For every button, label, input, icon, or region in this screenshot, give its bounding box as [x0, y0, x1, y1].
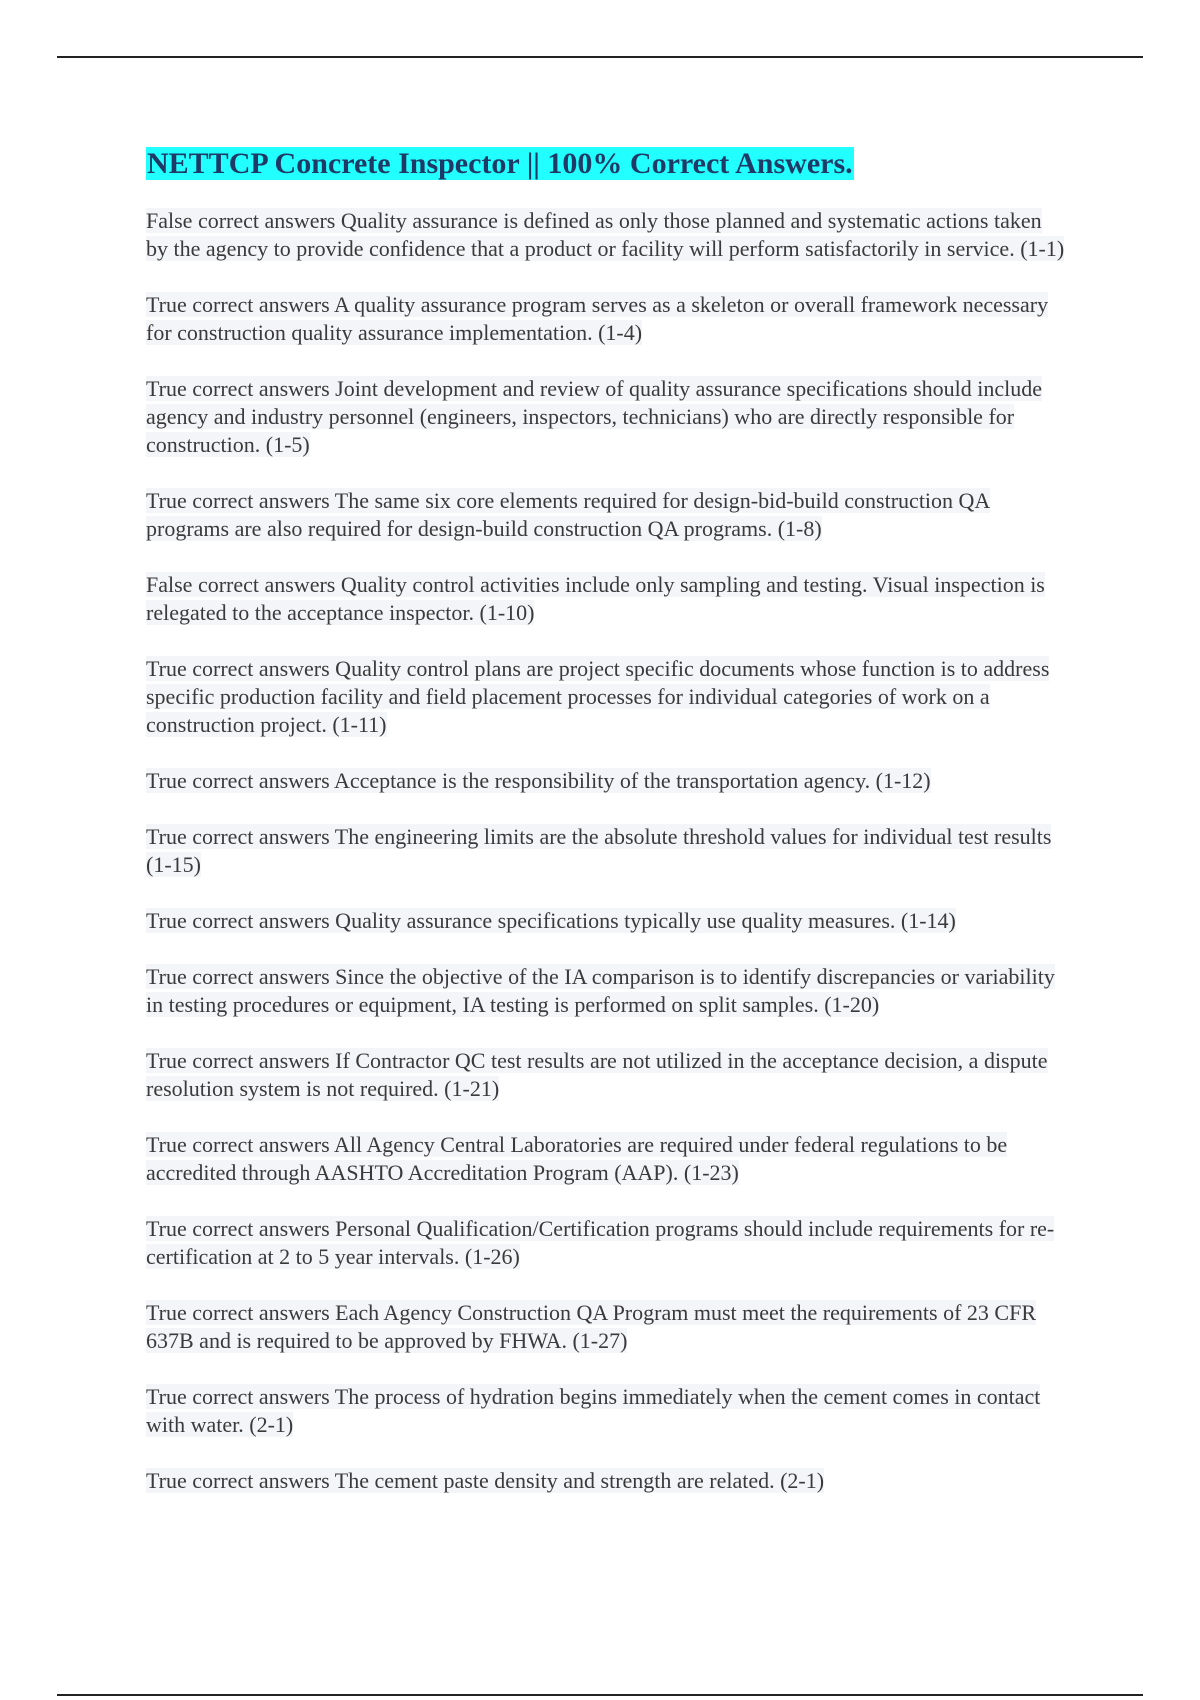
qa-item [146, 823, 1066, 879]
qa-item [146, 1299, 1066, 1355]
qa-item-text: False correct answers Quality assurance is defined as only those planned and systematic actions taken by the agency to provide confidence that a product or facility will perform satisfactorily in service. (1-1) [146, 208, 1065, 261]
qa-item [146, 1383, 1066, 1439]
footer-rule [57, 1694, 1143, 1696]
qa-item-text: False correct answers Quality control activities include only sampling and testing. Visual inspection is relegated to the acceptance inspector. (1-10) [146, 572, 1045, 625]
qa-item [146, 571, 1066, 627]
qa-item-text: True correct answers All Agency Central Laboratories are required under federal regulations to be accredited through AASHTO Accreditation Program (AAP). (1-23) [146, 1132, 1008, 1185]
qa-item-text: True correct answers Quality control plans are project specific documents whose function is to address specific production facility and field placement processes for individual categories of work on a construction project. (1-11) [146, 656, 1050, 737]
qa-item [146, 207, 1066, 263]
qa-item [146, 375, 1066, 459]
title-block [146, 146, 1066, 182]
qa-list [146, 207, 1066, 1495]
qa-item-text: True correct answers The same six core elements required for design-bid-build construction QA programs are also required for design-build construction QA programs. (1-8) [146, 488, 991, 541]
qa-item [146, 907, 1066, 935]
qa-item-text: True correct answers A quality assurance program serves as a skeleton or overall framework necessary for construction quality assurance implementation. (1-4) [146, 292, 1049, 345]
qa-item-text: True correct answers The engineering limits are the absolute threshold values for individual test results (1-15) [146, 824, 1052, 877]
page-title: NETTCP Concrete Inspector || 100% Correct Answers. [147, 147, 853, 180]
qa-item-text: True correct answers Each Agency Construction QA Program must meet the requirements of 23 CFR 637B and is required to be approved by FHWA. (1-27) [146, 1300, 1037, 1353]
qa-item [146, 487, 1066, 543]
qa-item [146, 291, 1066, 347]
qa-item [146, 1215, 1066, 1271]
qa-item [146, 655, 1066, 739]
qa-item [146, 767, 1066, 795]
qa-item-text: True correct answers Since the objective of the IA comparison is to identify discrepancies or variability in testing procedures or equipment, IA testing is performed on split samples. (1-20) [146, 964, 1055, 1017]
qa-item-text: True correct answers If Contractor QC test results are not utilized in the acceptance decision, a dispute resolution system is not required. (1-21) [146, 1048, 1048, 1101]
qa-item-text: True correct answers Joint development and review of quality assurance specifications should include agency and industry personnel (engineers, inspectors, technicians) who are directly responsible for construction. (1-5) [146, 376, 1043, 457]
header-rule [57, 56, 1143, 58]
qa-item-text: True correct answers The cement paste density and strength are related. (2-1) [146, 1468, 825, 1493]
qa-item-text: True correct answers Personal Qualification/Certification programs should include requirements for re-certification at 2 to 5 year intervals. (1-26) [146, 1216, 1055, 1269]
qa-item-text: True correct answers Quality assurance specifications typically use quality measures. (1-14) [146, 908, 956, 933]
qa-item [146, 963, 1066, 1019]
qa-item [146, 1131, 1066, 1187]
qa-item-text: True correct answers The process of hydration begins immediately when the cement comes in contact with water. (2-1) [146, 1384, 1041, 1437]
qa-item [146, 1467, 1066, 1495]
qa-item-text: True correct answers Acceptance is the responsibility of the transportation agency. (1-12) [146, 768, 931, 793]
qa-item [146, 1047, 1066, 1103]
document-body [146, 146, 1066, 1523]
